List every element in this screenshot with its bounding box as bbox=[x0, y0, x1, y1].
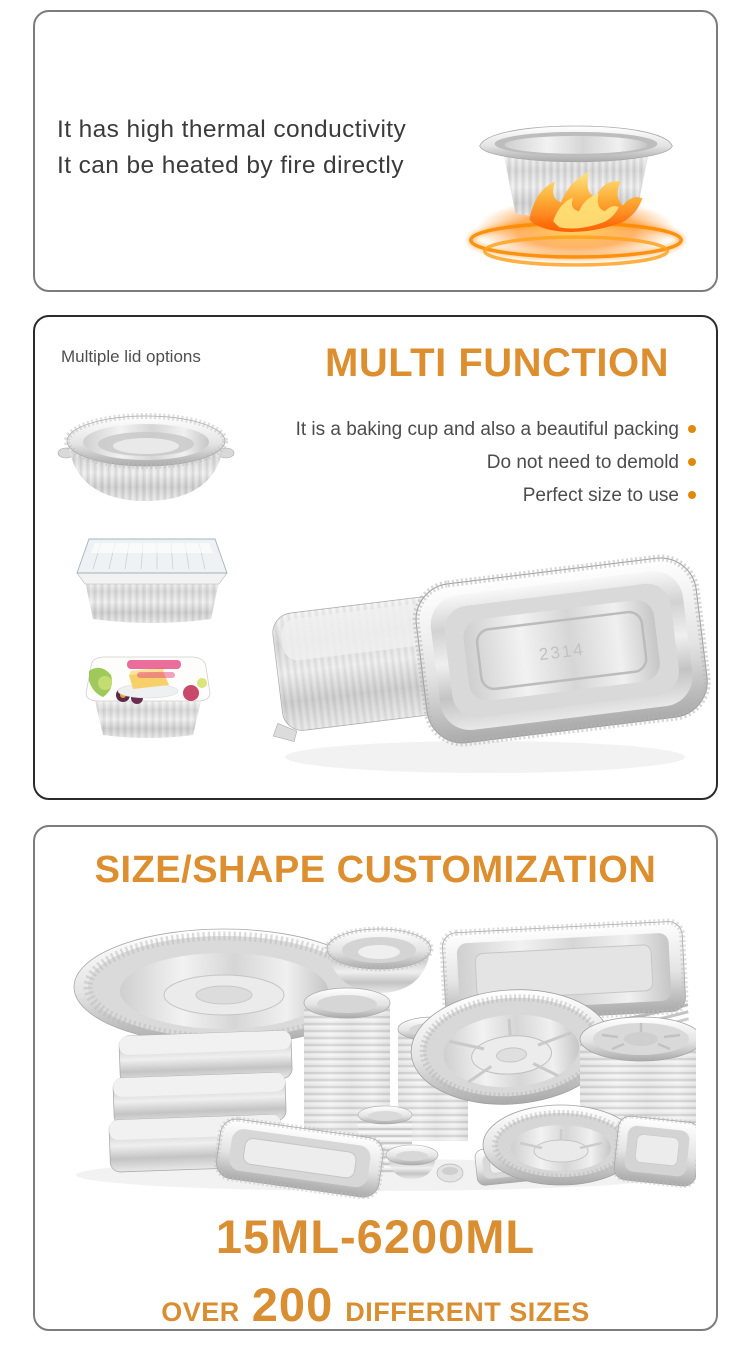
bullet-item bbox=[296, 413, 696, 446]
thermal-line-2: It can be heated by fire directly bbox=[57, 152, 404, 179]
foil-container-collection-illustration bbox=[56, 907, 696, 1199]
pair-of-loaf-pans-illustration bbox=[255, 519, 719, 787]
bullet-dot bbox=[688, 491, 696, 499]
multifunction-bullet-list bbox=[296, 413, 696, 512]
multifunction-panel bbox=[33, 315, 718, 800]
bullet-item bbox=[296, 446, 696, 479]
thermal-panel bbox=[33, 10, 718, 292]
foil-pan-over-fire-illustration bbox=[442, 100, 710, 278]
thermal-line-1: It has high thermal conductivity bbox=[57, 116, 407, 143]
bullet-text: Do not need to demold bbox=[486, 452, 679, 473]
over-label: OVER bbox=[161, 1297, 240, 1327]
rect-container-clear-lid-illustration bbox=[55, 521, 249, 631]
sizes-count-line bbox=[35, 1277, 716, 1332]
bullet-text: It is a baking cup and also a beautiful packing bbox=[295, 419, 679, 440]
bullet-item bbox=[296, 479, 696, 512]
bullet-dot bbox=[688, 425, 696, 433]
multi-function-title: MULTI FUNCTION bbox=[325, 341, 669, 385]
customization-panel bbox=[33, 825, 718, 1331]
customization-title: SIZE/SHAPE CUSTOMIZATION bbox=[94, 849, 657, 891]
sizes-count: 200 bbox=[251, 1278, 334, 1331]
multiple-lid-options-label: Multiple lid options bbox=[61, 347, 201, 366]
embossed-size-code: 2314 bbox=[537, 639, 586, 665]
rect-container-printed-lid-illustration bbox=[71, 641, 225, 743]
collage-deep-square-container bbox=[613, 1115, 696, 1187]
capacity-range: 15ML-6200ML bbox=[215, 1210, 536, 1263]
different-sizes-label: DIFFERENT SIZES bbox=[345, 1297, 590, 1327]
bullet-dot bbox=[688, 458, 696, 466]
collage-round-lidded-stack bbox=[580, 1017, 696, 1123]
round-foil-bowl-illustration bbox=[55, 393, 237, 517]
bullet-text: Perfect size to use bbox=[522, 485, 679, 506]
thermal-text bbox=[57, 112, 406, 184]
